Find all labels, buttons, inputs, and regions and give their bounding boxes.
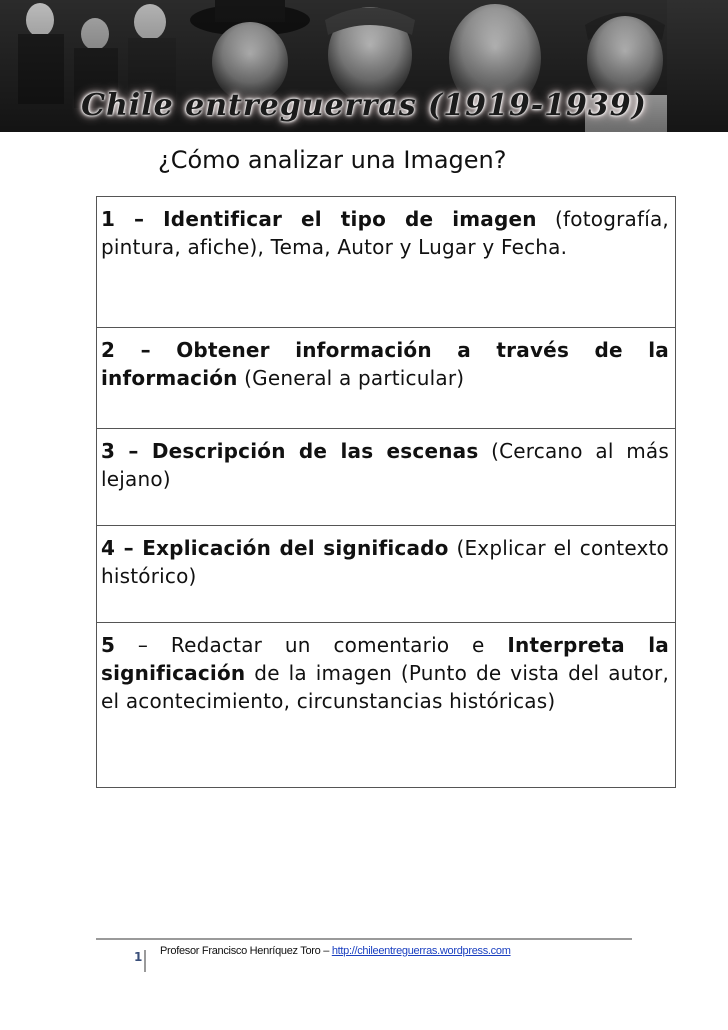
step-3-cell bbox=[97, 429, 676, 526]
footer-link[interactable]: http://chileentreguerras.wordpress.com bbox=[331, 945, 511, 957]
step-5-title: Interpreta la significación bbox=[101, 633, 670, 685]
table-row bbox=[97, 429, 676, 526]
step-5-detail: de la imagen (Punto de vista del autor, el acontecimiento, circunstancias históricas) bbox=[101, 661, 669, 713]
step-2-title: 2 – Obtener información a través de la información bbox=[101, 338, 669, 390]
step-1-cell bbox=[97, 197, 676, 328]
step-3-title: 3 – Descripción de las escenas bbox=[101, 439, 479, 463]
header-banner bbox=[0, 0, 728, 132]
step-4-cell bbox=[97, 526, 676, 623]
step-5-number: 5 bbox=[101, 633, 116, 657]
page-number: 1 bbox=[122, 950, 146, 972]
table-row bbox=[97, 328, 676, 429]
step-5-lead: – Redactar un comentario e bbox=[115, 633, 508, 657]
step-5-cell bbox=[97, 623, 676, 788]
steps-table bbox=[96, 196, 676, 788]
table-row bbox=[97, 526, 676, 623]
step-4-detail: (Explicar el contexto histórico) bbox=[101, 536, 669, 588]
step-4-title: 4 – Explicación del significado bbox=[101, 536, 449, 560]
table-row bbox=[97, 623, 676, 788]
page-title: ¿Cómo analizar una Imagen? bbox=[158, 146, 507, 174]
table-row bbox=[97, 197, 676, 328]
step-1-title: 1 – Identificar el tipo de imagen bbox=[101, 207, 537, 231]
footer bbox=[160, 945, 511, 957]
step-2-detail: (General a particular) bbox=[237, 366, 465, 390]
footer-divider bbox=[96, 938, 632, 940]
step-3-detail: (Cercano al más lejano) bbox=[101, 439, 670, 491]
banner-title: Chile entreguerras (1919-1939) bbox=[81, 88, 647, 123]
footer-author: Profesor Francisco Henríquez Toro – bbox=[160, 945, 332, 957]
step-1-detail: (fotografía, pintura, afiche), Tema, Autor y Lugar y Fecha. bbox=[101, 207, 669, 259]
step-2-cell bbox=[97, 328, 676, 429]
